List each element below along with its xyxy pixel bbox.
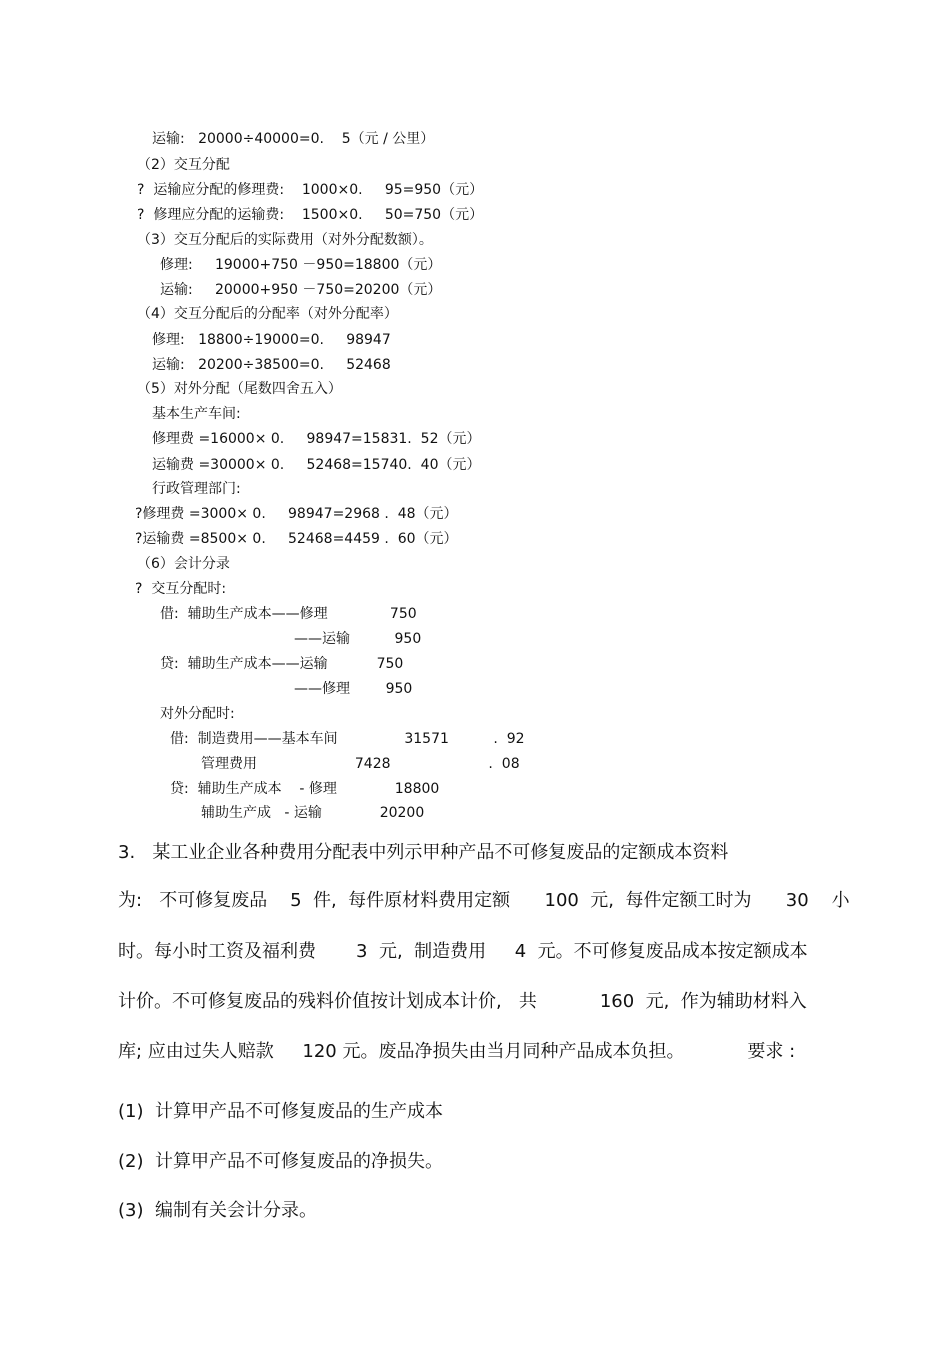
journal-entry-line: 借: 制造费用——基本车间 31571 . 92 xyxy=(170,731,525,747)
text-line: ? 交互分配时: xyxy=(135,581,227,597)
text-line: ?运输费 =8500× 0. 52468=4459 . 60（元） xyxy=(135,531,458,547)
text-line: （5）对外分配（尾数四舍五入） xyxy=(137,381,342,397)
text-line: 运输: 20000÷40000=0. 5（元 / 公里） xyxy=(152,131,435,147)
text-line: （3）交互分配后的实际费用（对外分配数额）。 xyxy=(137,232,433,248)
text-line: ? 修理应分配的运输费: 1500×0. 50=750（元） xyxy=(137,207,484,223)
problem-paragraph-line: 为: 不可修复废品 5 件, 每件原材料费用定额 100 元, 每件定额工时为 30 小 xyxy=(118,890,850,911)
text-line: （6）会计分录 xyxy=(137,556,230,572)
text-line: ? 运输应分配的修理费: 1000×0. 95=950（元） xyxy=(137,182,484,198)
text-line: 行政管理部门: xyxy=(152,481,241,497)
problem-paragraph-line: 时。每小时工资及福利费 3 元, 制造费用 4 元。不可修复废品成本按定额成本 xyxy=(118,941,808,962)
text-line: 基本生产车间: xyxy=(152,406,241,422)
text-line: 运输: 20200÷38500=0. 52468 xyxy=(152,357,391,373)
text-line: 修理: 18800÷19000=0. 98947 xyxy=(152,332,391,348)
journal-entry-line: ——运输 950 xyxy=(294,631,422,647)
journal-entry-line: 贷: 辅助生产成本 - 修理 18800 xyxy=(170,781,440,797)
journal-entry-line: 贷: 辅助生产成本——运输 750 xyxy=(160,656,404,672)
requirement-item: (3) 编制有关会计分录。 xyxy=(118,1200,317,1221)
text-line: 修理费 =16000× 0. 98947=15831. 52（元） xyxy=(152,431,481,447)
text-line: 运输: 20000+950 －750=20200（元） xyxy=(160,282,442,298)
problem-paragraph-line: 库; 应由过失人赔款 120 元。废品净损失由当月同种产品成本负担。 要求 : xyxy=(118,1041,796,1062)
journal-entry-line: 管理费用 7428 . 08 xyxy=(201,756,520,772)
journal-entry-line: 借: 辅助生产成本——修理 750 xyxy=(160,606,417,622)
text-line: （4）交互分配后的分配率（对外分配率） xyxy=(137,306,398,322)
text-line: 修理: 19000+750 －950=18800（元） xyxy=(160,257,442,273)
journal-entry-line: ——修理 950 xyxy=(294,681,413,697)
journal-entry-line: 辅助生产成 - 运输 20200 xyxy=(201,805,425,821)
text-line: ?修理费 =3000× 0. 98947=2968 . 48（元） xyxy=(135,506,458,522)
requirement-item: (1) 计算甲产品不可修复废品的生产成本 xyxy=(118,1101,443,1122)
text-line: 对外分配时: xyxy=(160,706,235,722)
problem-paragraph-line: 计价。不可修复废品的残料价值按计划成本计价, 共 160 元, 作为辅助材料入 xyxy=(118,991,807,1012)
text-line: （2）交互分配 xyxy=(137,157,230,173)
text-line: 运输费 =30000× 0. 52468=15740. 40（元） xyxy=(152,457,481,473)
problem-paragraph-line: 3. 某工业企业各种费用分配表中列示甲种产品不可修复废品的定额成本资料 xyxy=(118,842,729,863)
requirement-item: (2) 计算甲产品不可修复废品的净损失。 xyxy=(118,1151,443,1172)
